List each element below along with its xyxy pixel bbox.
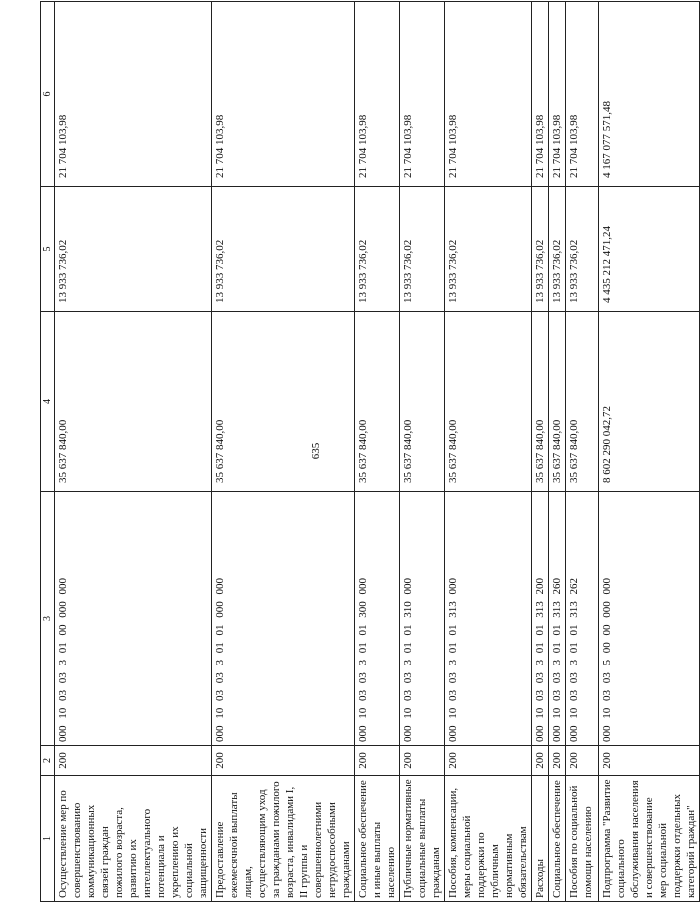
row-code: 000 10 03 03 3 01 01 313 262 bbox=[566, 492, 599, 746]
row-name: Подпрограмма "Развитие социального обслуживания населения и совершенствование мер социальной поддержки отдельных категорий граждан" bbox=[599, 776, 700, 902]
row-value-4: 35 637 840,00 bbox=[355, 312, 400, 492]
header-col-5: 5 bbox=[41, 187, 55, 312]
row-code: 000 10 03 03 3 01 01 300 000 bbox=[355, 492, 400, 746]
table-row bbox=[532, 2, 549, 902]
header-col-1: 1 bbox=[41, 776, 55, 902]
header-col-3: 3 bbox=[41, 492, 55, 746]
table-row bbox=[55, 2, 212, 902]
table-row bbox=[400, 2, 445, 902]
row-value-6: 21 704 103,98 bbox=[549, 2, 566, 187]
row-value-4: 35 637 840,00 bbox=[549, 312, 566, 492]
row-value-4: 8 602 290 042,72 bbox=[599, 312, 700, 492]
row-value-6: 21 704 103,98 bbox=[212, 2, 355, 187]
table-row bbox=[549, 2, 566, 902]
header-col-2: 2 bbox=[41, 746, 55, 776]
row-code: 000 10 03 03 5 00 00 000 000 bbox=[599, 492, 700, 746]
row-value-4: 35 637 840,00 bbox=[212, 312, 355, 492]
row-value-4: 35 637 840,00 bbox=[532, 312, 549, 492]
row-code: 000 10 03 03 3 01 01 313 000 bbox=[445, 492, 532, 746]
header-col-4: 4 bbox=[41, 312, 55, 492]
table-row bbox=[566, 2, 599, 902]
row-grbs: 200 bbox=[566, 746, 599, 776]
row-code: 000 10 03 03 3 01 01 310 000 bbox=[400, 492, 445, 746]
row-grbs: 200 bbox=[400, 746, 445, 776]
row-value-5: 13 933 736,02 bbox=[212, 187, 355, 312]
row-value-4: 35 637 840,00 bbox=[55, 312, 212, 492]
row-grbs: 200 bbox=[55, 746, 212, 776]
row-code: 000 10 03 03 3 01 01 000 000 bbox=[212, 492, 355, 746]
table-row bbox=[355, 2, 400, 902]
row-grbs: 200 bbox=[532, 746, 549, 776]
row-grbs: 200 bbox=[355, 746, 400, 776]
table-row bbox=[445, 2, 532, 902]
table-row bbox=[599, 2, 700, 902]
row-value-5: 13 933 736,02 bbox=[532, 187, 549, 312]
row-name: Предоставление ежемесячной выплаты лицам, осуществляющим уход за гражданами пожилого возраста, инвалидами I, II группы и совершеннолетними нетрудоспособными гражданами bbox=[212, 776, 355, 902]
row-code: 000 10 03 03 3 01 00 000 000 bbox=[55, 492, 212, 746]
page-number: 635 bbox=[310, 442, 322, 460]
row-value-6: 4 167 077 571,48 bbox=[599, 2, 700, 187]
budget-table bbox=[40, 1, 700, 902]
row-value-6: 21 704 103,98 bbox=[445, 2, 532, 187]
table-row bbox=[212, 2, 355, 902]
row-grbs: 200 bbox=[212, 746, 355, 776]
row-name: Социальное обеспечение bbox=[549, 776, 566, 902]
row-grbs: 200 bbox=[599, 746, 700, 776]
row-name: Публичные нормативные социальные выплаты гражданам bbox=[400, 776, 445, 902]
row-name: Пособия по социальной помощи населению bbox=[566, 776, 599, 902]
row-name: Социальное обеспечение и иные выплаты населению bbox=[355, 776, 400, 902]
row-value-5: 13 933 736,02 bbox=[566, 187, 599, 312]
row-value-5: 13 933 736,02 bbox=[445, 187, 532, 312]
row-value-4: 35 637 840,00 bbox=[400, 312, 445, 492]
row-value-5: 13 933 736,02 bbox=[355, 187, 400, 312]
row-value-5: 13 933 736,02 bbox=[55, 187, 212, 312]
row-value-5: 13 933 736,02 bbox=[400, 187, 445, 312]
row-grbs: 200 bbox=[549, 746, 566, 776]
row-code: 000 10 03 03 3 01 01 313 260 bbox=[549, 492, 566, 746]
row-value-6: 21 704 103,98 bbox=[355, 2, 400, 187]
row-name: Расходы bbox=[532, 776, 549, 902]
row-value-6: 21 704 103,98 bbox=[532, 2, 549, 187]
row-grbs: 200 bbox=[445, 746, 532, 776]
row-value-6: 21 704 103,98 bbox=[400, 2, 445, 187]
header-col-6: 6 bbox=[41, 2, 55, 187]
table-rotated-container bbox=[40, 2, 697, 902]
row-value-4: 35 637 840,00 bbox=[566, 312, 599, 492]
row-code: 000 10 03 03 3 01 01 313 200 bbox=[532, 492, 549, 746]
row-value-5: 13 933 736,02 bbox=[549, 187, 566, 312]
row-value-6: 21 704 103,98 bbox=[566, 2, 599, 187]
row-value-4: 35 637 840,00 bbox=[445, 312, 532, 492]
header-row bbox=[41, 2, 55, 902]
row-value-6: 21 704 103,98 bbox=[55, 2, 212, 187]
row-name: Пособия, компенсации, меры социальной поддержки по публичным нормативным обязательствам bbox=[445, 776, 532, 902]
row-value-5: 4 435 212 471,24 bbox=[599, 187, 700, 312]
row-name: Осуществление мер по совершенствованию коммуникационных связей граждан пожилого возраста, развитию их интеллектуального потенциала и укреплению их социальной защищенности bbox=[55, 776, 212, 902]
